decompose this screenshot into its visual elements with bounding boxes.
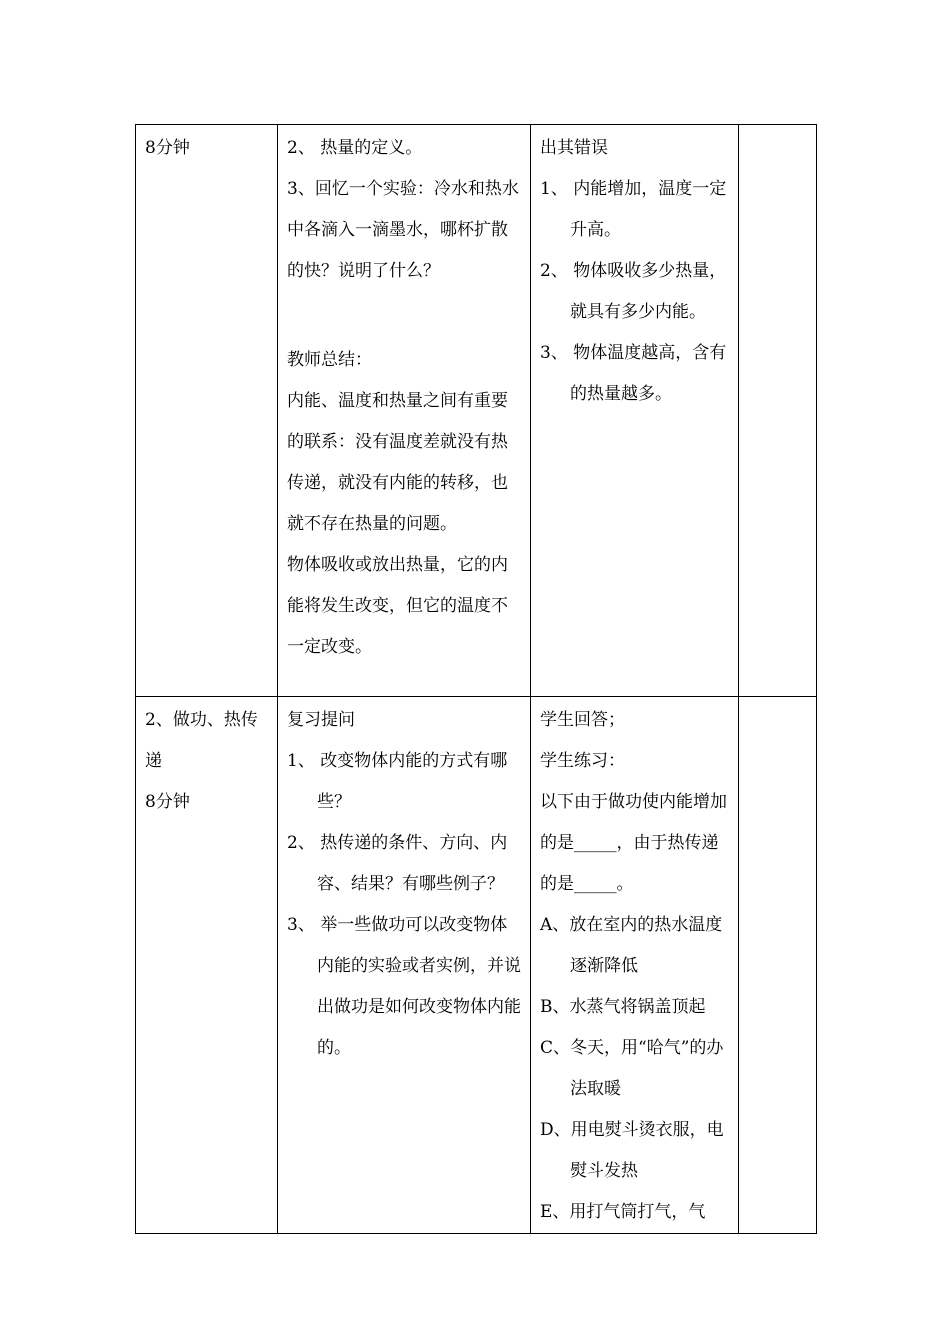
student-answer: 学生回答； [540,710,625,730]
table-row [136,125,817,697]
exercise-option: D、用电熨斗烫衣服，电熨斗发热 [540,1120,724,1181]
teacher-item: 3、回忆一个实验：冷水和热水中各滴入一滴墨水，哪杯扩散的快？说明了什么？ [287,179,519,281]
student-item: 2、 物体吸收多少热量，就具有多少内能。 [540,261,727,322]
student-activity-cell [531,125,739,697]
exercise-question: 以下由于做功使内能增加的是_____，由于热传递的是_____。 [540,792,727,894]
teacher-activity-cell [278,125,531,697]
note-cell [739,125,817,697]
spacer [287,292,522,340]
table-row [136,697,817,1234]
summary-paragraph: 内能、温度和热量之间有重要的联系：没有温度差就没有热传递，就没有内能的转移，也就不存在热量的问题。 [287,391,508,534]
time-cell [136,125,278,697]
exercise-option: B、水蒸气将锅盖顶起 [540,997,706,1017]
topic-text: 2、做功、热传递 [145,710,258,771]
teacher-title: 复习提问 [287,710,355,730]
student-activity-cell [531,697,739,1234]
teacher-item: 2、 热传递的条件、方向、内容、结果？有哪些例子？ [287,833,508,894]
time-text: 8分钟 [145,138,190,158]
summary-title: 教师总结： [287,350,372,370]
student-item: 1、 内能增加，温度一定升高。 [540,179,727,240]
topic-cell [136,697,278,1234]
teacher-activity-cell [278,697,531,1234]
student-item: 3、 物体温度越高，含有的热量越多。 [540,343,727,404]
summary-paragraph: 物体吸收或放出热量，它的内能将发生改变，但它的温度不一定改变。 [287,555,508,657]
exercise-option: E、用打气筒打气，气 [540,1202,706,1222]
exercise-option: A、放在室内的热水温度逐渐降低 [540,915,723,976]
teacher-item: 3、 举一些做功可以改变物体内能的实验或者实例，并说出做功是如何改变物体内能的。 [287,915,521,1058]
teacher-item: 2、 热量的定义。 [287,138,423,158]
note-cell [739,697,817,1234]
lesson-plan-table [135,124,817,1234]
student-title: 出其错误 [540,138,608,158]
time-text: 8分钟 [145,792,190,812]
student-practice: 学生练习： [540,751,625,771]
teacher-item: 1、 改变物体内能的方式有哪些？ [287,751,508,812]
exercise-option: C、冬天，用“哈气”的办法取暖 [540,1038,724,1099]
